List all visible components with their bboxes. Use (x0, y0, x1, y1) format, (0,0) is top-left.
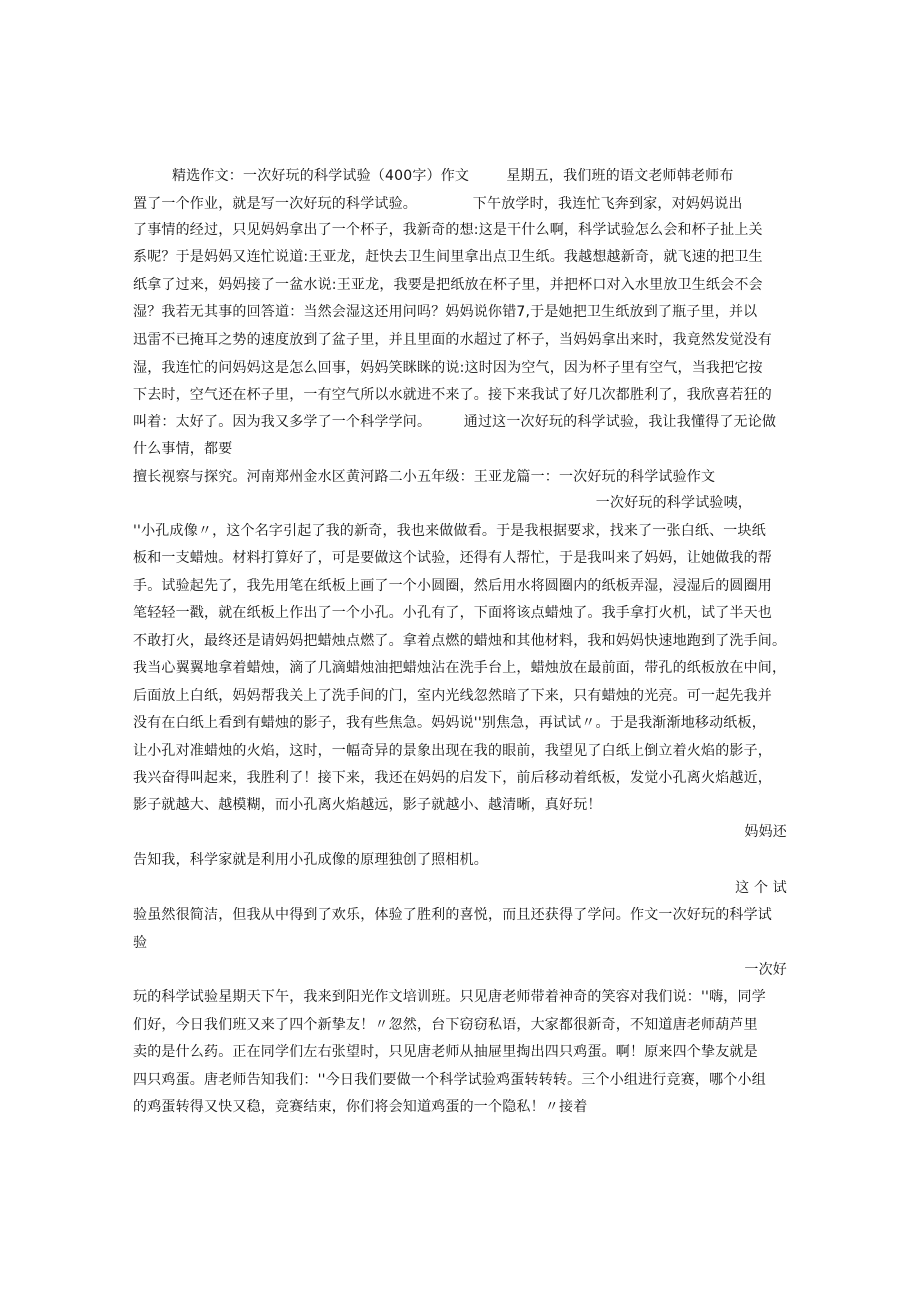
text-line: 的鸡蛋转得又快又稳，竞赛结束，你们将会知道鸡蛋的一个隐私！〃接着 (133, 1099, 588, 1115)
text-line: 卖的是什么药。正在同学们左右张望时，只见唐老师从抽屉里掏出四只鸡蛋。啊！原来四个挚友就是 (133, 1044, 758, 1060)
text-line: 验虽然很简洁，但我从中得到了欢乐，体验了胜利的喜悦，而且还获得了学问。作文一次好玩的科学试 (133, 907, 772, 923)
text-line: 了事情的经过，只见妈妈拿出了一个杯子，我新奇的想:这是干什么啊，科学试验怎么会和杯子扯上关 (133, 222, 763, 238)
text-line: 验 (133, 935, 148, 951)
text-line-right: 妈妈还 (744, 824, 787, 840)
text-line: 湿，我连忙的问妈妈这是怎么回事，妈妈笑眯眯的说:这时因为空气，因为杯子里有空气，当我把它按 (133, 360, 763, 376)
text-line: 什么事情，都要 (133, 441, 233, 457)
text-line: 玩的科学试验星期天下午，我来到阳光作文培训班。只见唐老师带着神奇的笑容对我们说：''嗨，同学 (133, 989, 766, 1005)
text-line: 置了一个作业，就是写一次好玩的科学试验。 下午放学时，我连忙飞奔到家，对妈妈说出 (133, 196, 743, 212)
text-line: 让小孔对准蜡烛的火焰，这时，一幅奇异的景象出现在我的眼前，我望见了白纸上倒立着火焰的影子， (133, 743, 772, 759)
text-line: 后面放上白纸，妈妈帮我关上了洗手间的门，室内光线忽然暗了下来，只有蜡烛的光亮。可一起先我并 (133, 688, 772, 704)
text-line: 湿？我若无其事的回答道：当然会湿这还用问吗？妈妈说你错7,于是她把卫生纸放到了瓶子里，并以 (133, 304, 758, 320)
text-line: 板和一支蜡烛。材料打算好了，可是要做这个试验，还得有人帮忙，于是我叫来了妈妈，让她做我的帮 (133, 550, 772, 566)
text-line: 我当心翼翼地拿着蜡烛，滴了几滴蜡烛油把蜡烛沾在洗手台上，蜡烛放在最前面，带孔的纸板放在中间， (133, 660, 787, 676)
text-line: 迅雷不已掩耳之势的速度放到了盆子里，并且里面的水超过了杯子，当妈妈拿出来时，我竟然发觉没有 (133, 332, 772, 348)
text-line: 笔轻轻一戳，就在纸板上作出了一个小孔。小孔有了，下面将该点蜡烛了。我手拿打火机，试了半天也 (133, 605, 772, 621)
text-line: 我兴奋得叫起来，我胜利了！接下来，我还在妈妈的启发下，前后移动着纸板，发觉小孔离火焰越近， (133, 770, 772, 786)
text-line: 下去时，空气还在杯子里，一有空气所以水就进不来了。接下来我试了好几次都胜利了，我欣喜若狂的 (133, 387, 772, 403)
text-line-right: 这 个 试 (735, 880, 787, 896)
text-line: 叫着：太好了。因为我又多学了一个科学学问。 通过这一次好玩的科学试验，我让我懂得了无论做 (133, 414, 777, 430)
text-line: 系呢？于是妈妈又连忙说道:王亚龙，赶快去卫生间里拿出点卫生纸。我越想越新奇，就飞速的把卫生 (133, 249, 763, 265)
text-line: ''小孔成像〃，这个名字引起了我的新奇，我也来做做看。于是我根据要求，找来了一张白纸、一块纸 (133, 523, 766, 539)
text-line: 手。试验起先了，我先用笔在纸板上画了一个小圆圈，然后用水将圆圈内的纸板弄湿，浸湿后的圆圈用 (133, 578, 772, 594)
text-line: 精选作文：一次好玩的科学试验（400字）作文 星期五，我们班的语文老师韩老师布 (172, 168, 734, 184)
text-line: 们好，今日我们班又来了四个新挚友！〃忽然，台下窃窃私语，大家都很新奇，不知道唐老师葫芦里 (133, 1017, 758, 1033)
text-line: 纸拿了过来，妈妈接了一盆水说:王亚龙，我要是把纸放在杯子里，并把杯口对入水里放卫生纸会不会 (133, 277, 763, 293)
text-line: 没有在白纸上看到有蜡烛的影子，我有些焦急。妈妈说''别焦急，再试试〃。于是我渐渐地移动纸板， (133, 715, 766, 731)
text-line: 影子就越大、越模糊，而小孔离火焰越远，影子就越小、越清晰，真好玩！ (133, 797, 602, 813)
text-line: 不敢打火，最终还是请妈妈把蜡烛点燃了。拿着点燃的蜡烛和其他材料，我和妈妈快速地跑到了洗手间。 (133, 633, 787, 649)
text-line-right: 一次好玩的科学试验咦， (595, 495, 752, 511)
text-line: 擅长视察与探究。河南郑州金水区黄河路二小五年级：王亚龙篇一：一次好玩的科学试验作文 (133, 469, 716, 485)
text-line-right: 一次好 (744, 962, 787, 978)
text-line: 四只鸡蛋。唐老师告知我们：''今日我们要做一个科学试验鸡蛋转转转。三个小组进行竞赛，哪个小组 (133, 1072, 766, 1088)
text-line: 告知我，科学家就是利用小孔成像的原理独创了照相机。 (133, 852, 488, 868)
